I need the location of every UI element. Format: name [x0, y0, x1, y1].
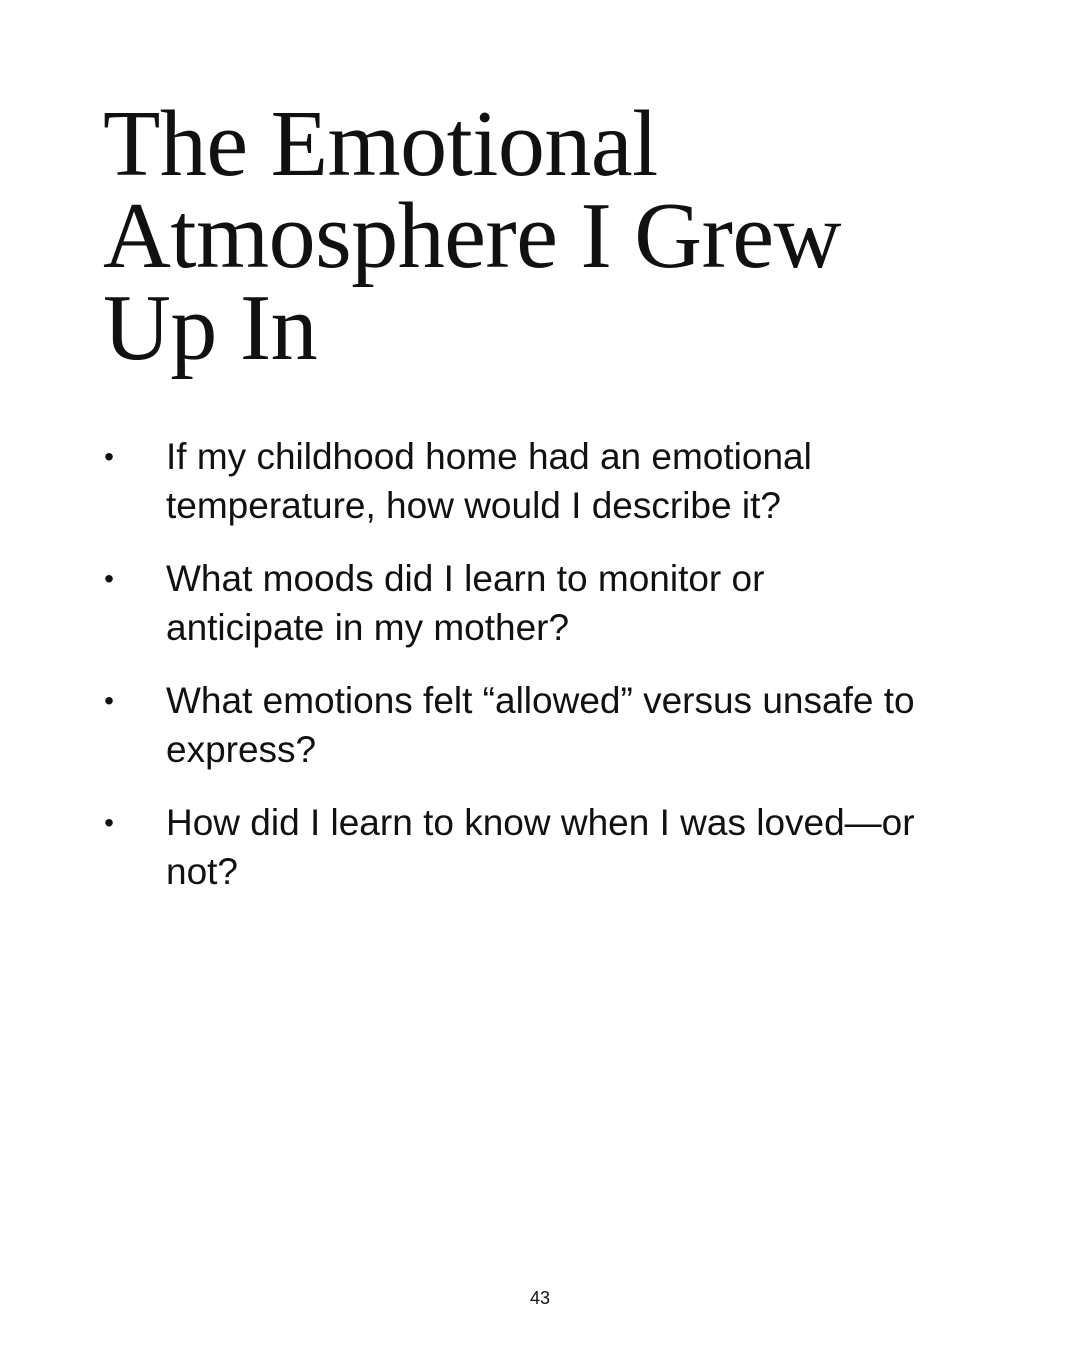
bullet-icon: •: [104, 807, 114, 838]
reflection-prompt-text: [166, 676, 1000, 774]
reflection-prompt-item: [100, 798, 1000, 896]
reflection-prompt-text: [166, 798, 1000, 896]
reflection-prompt-line-2: express?: [166, 729, 317, 770]
reflection-prompt-line-1: How did I learn to know when I was loved—or: [166, 802, 915, 843]
page-title-line-1: The Emotional: [103, 92, 658, 196]
reflection-prompt-line-1: What emotions felt “allowed” versus unsafe to: [166, 680, 915, 721]
bullet-icon: •: [104, 685, 114, 716]
reflection-prompt-item: [100, 432, 1000, 530]
reflection-prompt-list: [100, 432, 1000, 920]
reflection-prompt-item: [100, 676, 1000, 774]
reflection-prompt-line-2: anticipate in my mother?: [166, 607, 570, 648]
bullet-icon: •: [104, 441, 114, 472]
page-title: [103, 92, 1003, 380]
reflection-prompt-line-2: temperature, how would I describe it?: [166, 485, 781, 526]
reflection-prompt-line-1: What moods did I learn to monitor or: [166, 558, 765, 599]
page-title-line-3: Up In: [103, 276, 318, 380]
bullet-icon: •: [104, 563, 114, 594]
reflection-prompt-text: [166, 432, 1000, 530]
reflection-prompt-item: [100, 554, 1000, 652]
page-title-line-2: Atmosphere I Grew: [103, 184, 842, 288]
reflection-prompt-text: [166, 554, 1000, 652]
reflection-prompt-line-2: not?: [166, 851, 239, 892]
page-number: 43: [529, 1288, 551, 1308]
reflection-prompt-line-1: If my childhood home had an emotional: [166, 436, 812, 477]
